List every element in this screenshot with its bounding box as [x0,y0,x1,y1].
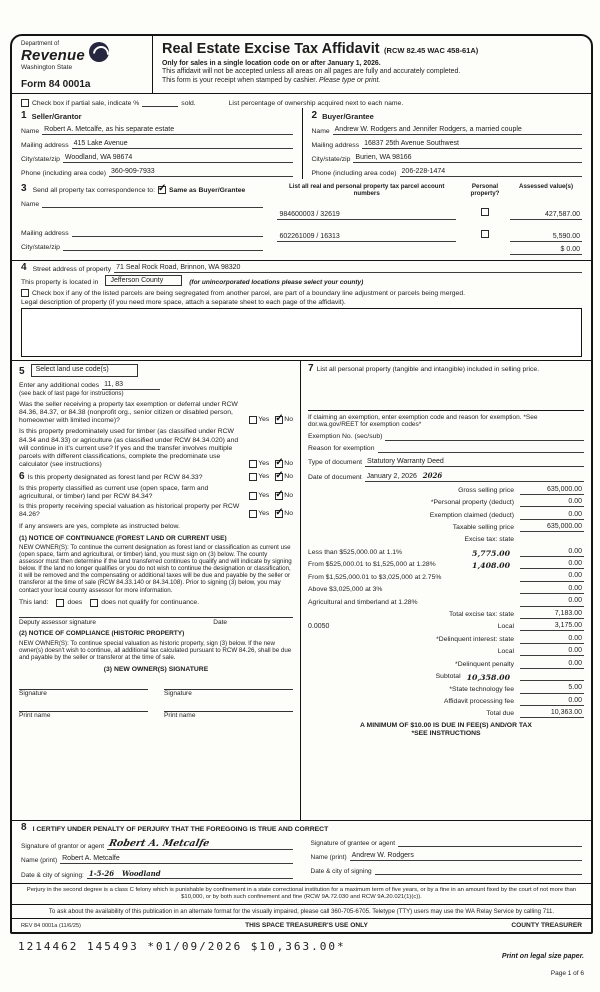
q6b-no-checkbox[interactable] [275,492,283,500]
print-name-label: Print name [164,711,196,719]
partial-sale-row [12,94,591,108]
does-not-label: does not qualify for continuance. [101,598,200,606]
pricing-row-label: From $1,525,000.01 to $3,025,000 at 2.75% [308,573,442,581]
legal-description-field[interactable] [21,308,582,357]
header-note-1: Only for sales in a single location code on or after January 1, 2026. [162,59,381,67]
exemption-deferral-question: Was the seller receiving a property tax exemption or deferral under RCW 84.36, 84.37, or 84.38 (nonprofit org., senior citizen or disabled person, homeowner with limited income)? [19,400,238,424]
pricing-row-value[interactable]: 0.00 [520,585,584,594]
pricing-row-value[interactable]: 0.00 [520,597,584,606]
pricing-row-label: Agricultural and timberland at 1.28% [308,598,418,606]
this-land-label: This land: [19,598,49,606]
revenue-seal-icon [89,42,109,62]
pricing-row-value[interactable] [520,672,584,681]
q6b-yes-checkbox[interactable] [249,492,257,500]
affidavit-form [10,34,593,934]
print-legal-size-note: Print on legal size paper. [501,953,584,960]
pricing-row-value[interactable]: 10,363.00 [520,709,584,718]
signature-label: Signature [19,689,47,697]
grantee-signature-block [311,833,583,879]
additional-codes-label: Enter any additional codes [19,382,100,390]
agency-logo-block [12,36,152,93]
pricing-row-label: *Delinquent interest: state [436,635,514,643]
header-note-3: This form is your receipt when stamped by cashier. [162,76,318,84]
correspondence-name-field[interactable] [42,199,263,208]
pricing-row-value[interactable]: 5.00 [520,684,584,693]
grantee-date-label: Date & city of signing [310,867,372,875]
no-label: No [284,510,293,518]
pricing-row-value[interactable]: 0.00 [520,548,584,557]
section-2-number: 2 [311,110,318,121]
pricing-row-value[interactable]: 0.00 [520,635,584,644]
seller-mailing-label: Mailing address [21,142,69,149]
handwritten-amount: 10,358.00 [466,672,510,682]
buyer-section-title: Buyer/Grantee [322,112,374,121]
parcel-row [273,246,582,255]
buyer-phone-field[interactable]: 206-228-1474 [400,168,582,177]
doc-type-field[interactable]: Statutory Warranty Deed [365,458,584,467]
notice-continuance-body: NEW OWNER(S): To continue the current designation as forest land or classification as current use (open space, farm and agricultural, or timber) land, you must sign on (3) below. The county assessor must then determine if the land transferred continues to qualify and will indicate by signing below. If the land no longer qualifies or you do not wish to continue the designation or classification, it will be removed and the compensating or additional taxes will be due and payable by the seller or transferor at the time of sale (RCW 84.33.140 or 84.34.108). Prior to signing (3) below, you may contact your local county assessor for more information. [19,543,292,594]
no-label: No [284,473,293,481]
signature-label: Signature [164,689,192,697]
does-label: does [67,598,83,606]
parcel-table [273,184,582,255]
legal-description-label: Legal description of property (if you need more space, attach a separate sheet to each page of the affidavit). [21,299,346,307]
pricing-row-value[interactable]: 3,175.00 [520,622,584,631]
grantee-print-label: Name (print) [310,853,347,861]
grantee-signature-field[interactable] [398,838,582,847]
exemption-note: If claiming an exemption, enter exemption code and reason for exemption. *See dor.wa.gov/REET for exemption codes* [308,413,538,429]
form-footer [12,918,591,932]
minimum-due-note: A MINIMUM OF $10.00 IS DUE IN FEE(S) AND/OR TAX [360,722,532,730]
pricing-row-label: Local [497,623,514,631]
seller-csz-field[interactable]: Woodland, WA 98674 [63,154,293,163]
form-rcw: (RCW 82.45 WAC 458-61A) [384,46,479,55]
rev-number: REV 84 0001a (11/6/25) [21,922,81,929]
no-label: No [284,459,293,467]
section-1-number: 1 [21,110,27,121]
grantor-signature-field[interactable] [107,838,292,850]
section-3-number: 3 [21,183,27,194]
form-number: Form 84 0001a [21,79,91,90]
parcel-personal-checkbox[interactable] [481,208,489,216]
treasurer-space-label: THIS SPACE TREASURER'S USE ONLY [245,922,368,929]
grantor-print-label: Name (print) [21,856,58,864]
deputy-date-label: Date [213,618,227,626]
pricing-row-label: *State technology fee [449,685,514,693]
yes-label: Yes [258,473,270,481]
pricing-row-label: Total due [486,710,514,718]
land-does-checkbox[interactable] [56,599,64,607]
pricing-row-value[interactable]: 635,000.00 [520,523,584,532]
additional-codes-field[interactable]: 11, 83 [102,381,160,390]
partial-percent-field[interactable] [142,98,178,107]
doc-date-label: Date of document [308,474,362,482]
forest-land-question: Is this property designated as forest land per RCW 84.33? [27,474,203,482]
parcel-assessed-field[interactable]: $ 0.00 [510,246,582,255]
grantee-date-city-field[interactable] [375,866,582,875]
personal-property-header: Personal property? [470,183,500,197]
doc-date-value: January 2, 2026 [366,473,417,481]
new-owner-signature-grid [19,678,293,721]
form-title: Real Estate Excise Tax Affidavit [162,41,380,57]
pricing-row-label: Above $3,025,000 at 3% [308,586,383,594]
section-8-number: 8 [21,821,27,833]
land-use-select[interactable]: Select land use code(s) [31,364,138,377]
seller-name-field[interactable]: Robert A. Metcalfe, as his separate estate [42,126,292,135]
form-header [12,36,591,94]
grantor-signature: Robert A. Metcalfe [107,837,211,849]
segregated-checkbox[interactable] [21,289,29,297]
local-rate-value: 0.0050 [308,623,330,631]
grantor-city-handwritten: Woodland [121,868,161,878]
pricing-column [301,361,591,819]
land-does-not-checkbox[interactable] [90,599,98,607]
pricing-row-label: Subtotal [435,673,461,681]
seller-csz-label: City/state/zip [21,156,60,163]
personal-property-label: List all personal property (tangible and intangible) included in selling price. [316,366,540,374]
q6c-no-checkbox[interactable] [275,510,283,518]
parcel-row [273,224,582,242]
same-as-buyer-label: Same as Buyer/Grantee [168,187,246,194]
seller-mailing-field[interactable]: 415 Lake Avenue [72,140,293,149]
partial-sold-label: sold. [181,100,196,107]
historic-property-question: Is this property receiving special valuation as historical property per RCW 84.26? [19,503,240,519]
pricing-row-label: Less than $525,000.00 at 1.1% [308,548,403,556]
yes-label: Yes [258,459,270,467]
assessed-value-header: Assessed value(s) [519,183,573,190]
q6a-yes-checkbox[interactable] [249,473,257,481]
pricing-row-value[interactable]: 7,183.00 [520,610,584,619]
buyer-name-label: Name [311,128,330,135]
doc-date-field[interactable] [365,472,584,482]
grantor-print-name-field[interactable]: Robert A. Metcalfe [60,855,292,864]
certify-statement: I CERTIFY UNDER PENALTY OF PERJURY THAT THE FOREGOING IS TRUE AND CORRECT [32,825,329,833]
q6c-yes-checkbox[interactable] [249,510,257,518]
buyer-csz-field[interactable]: Burien, WA 98166 [353,154,582,163]
county-note: (for unincorporated locations please select your county) [189,279,364,287]
pricing-row-label: *Delinquent penalty [455,660,514,668]
correspondence-parcels-section [12,182,591,260]
seller-phone-field[interactable]: 360-909-7933 [109,168,292,177]
grantor-date-handwritten: 1-5-26 [88,868,115,878]
pricing-row-label: Total excise tax: state [449,611,514,618]
grantee-sig-label: Signature of grantee or agent [310,839,396,847]
pricing-row-label: *Personal property (deduct) [430,499,514,507]
partial-sale-checkbox[interactable] [21,99,29,107]
buyer-mailing-label: Mailing address [311,142,360,149]
parcel-number-field[interactable]: 602261009 / 16313 [277,233,456,242]
exemption-no-field[interactable] [385,432,584,441]
perjury-notice: Perjury in the second degree is a class C felony which is punishable by confinement in a state correctional institution for a maximum term of five years, or by a fine in an amount fixed by the court of not more than $10,000, or by both such confinement and fine (RCW 9A.72.030 and RCW 9A.20.021(1)(c)). [12,883,591,904]
correspondence-mailing-label: Mailing address [21,230,69,237]
owner-signature-field[interactable] [19,678,148,690]
alternate-format-notice: To ask about the availability of this publication in an alternate format for the visually impaired, please call 360-705-6705. Teletype (TTY) users may use the WA Relay Service by calling 711. [12,904,591,918]
header-note-3-em: Please type or print. [319,76,381,84]
grantee-print-name-field[interactable]: Andrew W. Rodgers [350,852,582,861]
if-yes-note: If any answers are yes, complete as instructed below. [19,522,180,530]
no-label: No [284,415,293,423]
send-correspondence-label: Send all property tax correspondence to: [32,187,155,194]
grantor-signature-block [21,833,293,879]
correspondence-mailing-field[interactable] [72,228,264,237]
q5a-yes-checkbox[interactable] [249,416,257,424]
parcel-personal-checkbox[interactable] [481,230,489,238]
grantor-sig-label: Signature of grantor or agent [21,842,105,850]
seller-phone-label: Phone (including area code) [21,170,107,177]
current-use-question: Is this property classified as current use (open space, farm and agricultural, or timber) land per RCW 84.34? [19,484,209,500]
pricing-row-label: Exemption claimed (deduct) [429,511,514,519]
header-note-2: This affidavit will not be accepted unless all areas on all pages are fully and accurately completed. [162,68,461,75]
parcel-numbers-header: List all real and personal property tax parcel account numbers [289,183,445,197]
excise-tax-state-header: Excise tax: state [464,536,514,544]
section-5-number: 5 [19,366,25,378]
section-7-number: 7 [308,363,314,375]
divider [308,410,584,411]
q6a-no-checkbox[interactable] [275,473,283,481]
pricing-row-value[interactable]: 0.00 [520,660,584,669]
partial-sale-label: Check box if partial sale, indicate % [32,100,140,107]
yes-label: Yes [258,491,270,499]
pricing-row-label: Affidavit processing fee [443,698,514,705]
owner-print-name-field[interactable] [19,700,148,712]
doc-date-handwritten: 2026 [422,471,443,481]
doc-type-label: Type of document [308,459,363,467]
owner-print-name-field[interactable] [164,700,293,712]
county-treasurer-label: COUNTY TREASURER [511,922,582,929]
yes-label: Yes [258,510,270,518]
parcel-row [273,202,582,220]
street-address-field[interactable]: 71 Seal Rock Road, Brinnon, WA 98320 [114,264,582,273]
timber-agriculture-question: Is this property predominately used for timber (as classified under RCW 84.34 and 84.33) or agriculture (as classified under RCW 84.34.020) and will continue in it's current use? If yes and the transfer involves multiple parcels with different classifications, complete the predominate use calculator (see instructions) [19,428,239,468]
parcel-assessed-field[interactable]: 5,590.00 [510,233,582,242]
buyer-phone-label: Phone (including area code) [311,170,397,177]
washington-state-label: Washington State [21,64,73,71]
street-address-label: Street address of property [32,265,112,273]
pricing-row-label: Taxable selling price [452,524,514,532]
seller-section-title: Seller/Grantor [31,112,82,121]
reason-exemption-field[interactable] [378,444,585,453]
section-6-number: 6 [19,471,25,483]
buyer-csz-label: City/state/zip [311,156,351,163]
buyer-mailing-field[interactable]: 16837 25th Avenue Southwest [362,140,582,149]
land-use-column [12,361,301,819]
pricing-row-value[interactable]: 0.00 [520,560,584,569]
grantor-date-label: Date & city of signing: [21,871,84,879]
buyer-name-field[interactable]: Andrew W. Rodgers and Jennifer Rodgers, a married couple [333,126,582,135]
personal-property-field[interactable] [308,374,584,406]
segregated-label: Check box if any of the listed parcels are being segregated from another parcel, are part of a boundary line adjustment or parcels being merged. [32,289,465,297]
pricing-row-label: From $525,000.01 to $1,525,000 at 1.28% [308,561,436,569]
new-owners-signature-title: (3) NEW OWNER(S) SIGNATURE [103,665,209,673]
see-instructions-note: *SEE INSTRUCTIONS [411,730,481,738]
same-as-buyer-checkbox[interactable] [158,186,166,194]
notice-compliance-title: (2) NOTICE OF COMPLIANCE (HISTORIC PROPERTY) [19,630,185,638]
q5b-yes-checkbox[interactable] [249,460,257,468]
pricing-row-label: Local [497,648,514,656]
deputy-assessor-signature-field[interactable] [19,607,293,618]
q5b-no-checkbox[interactable] [275,460,283,468]
tax-correspondence-block [21,184,273,255]
notice-compliance-body: NEW OWNER(S): To continue special valuation as historic property, sign (3) below. If the new owner(s) doesn't wish to continue, all additional tax calculated pursuant to RCW 84.26, shall be due and payable by the seller or transferor at the time of sale. [19,639,292,661]
parties-section [12,108,591,182]
buyer-grantee-section [302,108,592,179]
no-label: No [284,491,293,499]
yes-label: Yes [258,415,270,423]
handwritten-amount: 5,775.00 [472,548,510,558]
print-name-label: Print name [19,711,51,719]
located-in-label: This property is located in [21,279,99,287]
deputy-assessor-label: Deputy assessor signature [19,618,96,626]
seller-name-label: Name [21,128,40,135]
q5a-no-checkbox[interactable] [275,416,283,424]
owner-signature-field[interactable] [164,678,293,690]
pricing-row-value[interactable]: 0.00 [520,498,584,507]
title-block [152,36,591,93]
correspondence-csz-field[interactable] [63,242,264,251]
reason-exemption-label: Reason for exemption [308,444,375,452]
dept-of-label: Department of [21,41,60,47]
ownership-percentage-note: List percentage of ownership acquired next to each name. [228,100,404,107]
exemption-no-label: Exemption No. (sec/sub) [308,432,383,440]
main-columns [12,360,591,819]
pricing-row-value[interactable]: 0.00 [520,697,584,706]
seller-grantor-section [12,108,302,179]
grantor-date-city-field[interactable] [87,869,293,879]
correspondence-csz-label: City/state/zip [21,244,60,251]
pricing-row-value[interactable]: 0.00 [520,647,584,656]
page-number: Page 1 of 6 [550,970,584,977]
county-select[interactable]: Jefferson County [105,275,182,286]
parcel-assessed-field[interactable]: 427,587.00 [510,211,582,220]
codes-note: (see back of last page for instructions) [19,390,124,398]
cashier-receipt-stamp: 1214462 145493 *01/09/2026 $10,363.00* [18,940,346,953]
parcel-number-field[interactable]: 984600003 / 32619 [277,211,456,220]
certification-section [12,820,591,883]
correspondence-name-label: Name [21,201,40,208]
notice-continuance-title: (1) NOTICE OF CONTINUANCE (FOREST LAND OR CURRENT USE) [19,534,227,542]
property-location-section [12,260,591,361]
handwritten-amount: 1,408.00 [472,561,510,571]
pricing-row-value[interactable]: 0.00 [520,511,584,520]
pricing-row-label: Gross selling price [458,486,514,494]
pricing-row-value[interactable]: 635,000.00 [520,486,584,495]
pricing-row-value[interactable]: 0.00 [520,572,584,581]
revenue-wordmark: Revenue [21,47,85,64]
section-4-number: 4 [21,261,27,273]
